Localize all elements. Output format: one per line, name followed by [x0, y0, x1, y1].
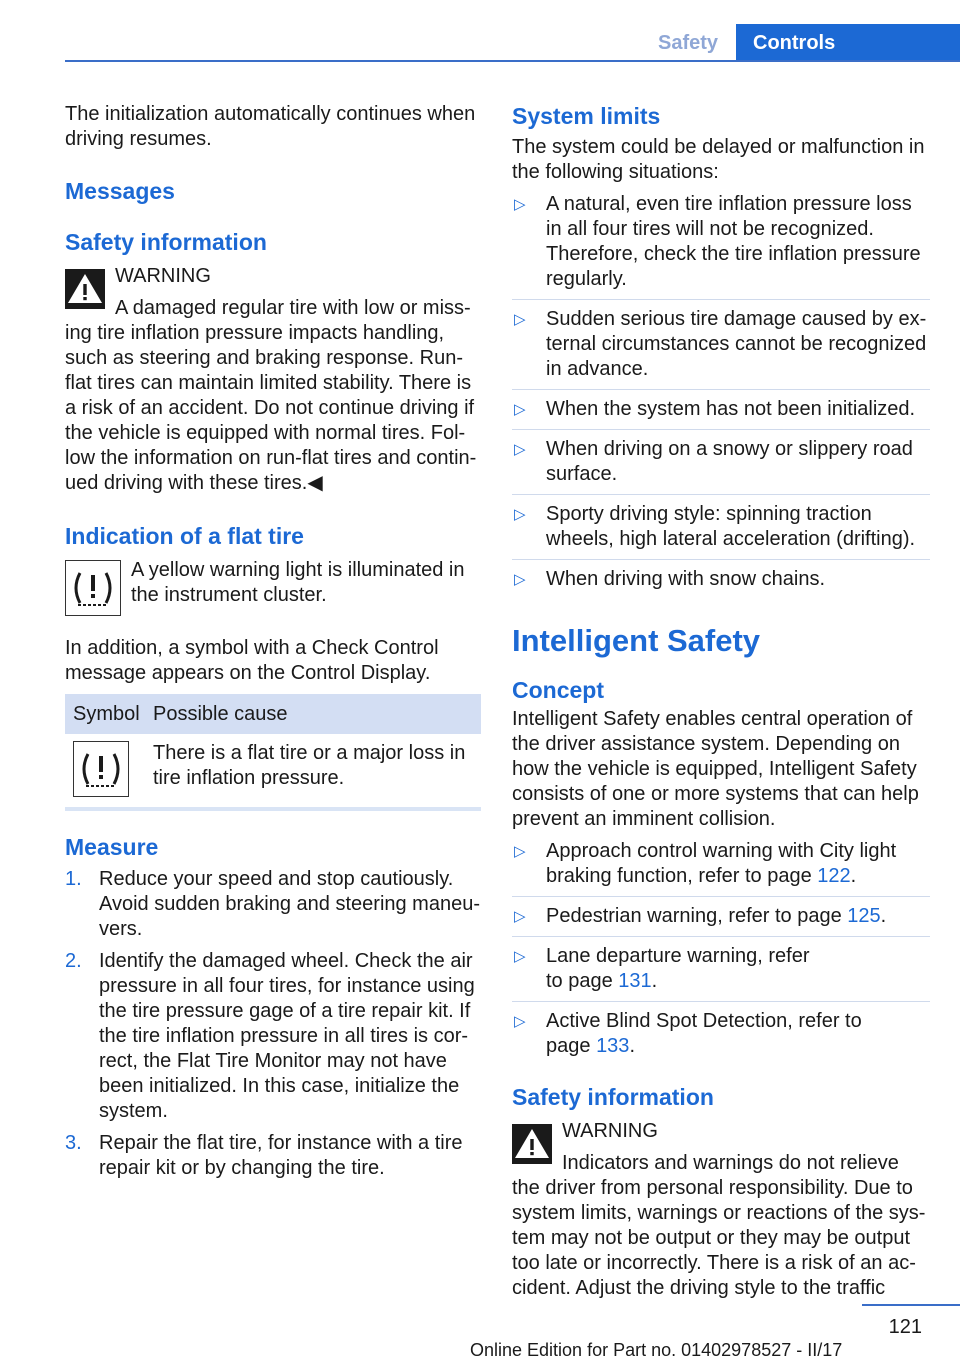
step-number: 3. [65, 1132, 82, 1154]
list-item-text: When driving on a snowy or slippery road surface. [546, 438, 913, 485]
warning-text-first: A damaged regular tire with low or miss‐ [115, 297, 471, 319]
page-link[interactable]: 131 [618, 970, 652, 992]
triangle-bullet-icon: ▷ [514, 843, 526, 860]
list-item-text: When driving with snow chains. [546, 568, 826, 590]
flat-tire-heading: Indication of a flat tire [65, 523, 304, 549]
systems-list [512, 839, 930, 1059]
page-link[interactable]: 122 [817, 865, 851, 887]
step-text: Reduce your speed and stop cautiously. Avoid sudden braking and steering maneu‐vers. [99, 868, 480, 940]
list-item [512, 192, 930, 292]
triangle-bullet-icon: ▷ [514, 311, 526, 328]
list-item [512, 896, 930, 929]
concept-heading: Concept [512, 677, 604, 703]
punctuation: . [850, 865, 857, 887]
triangle-bullet-icon: ▷ [514, 948, 526, 965]
right-column [512, 102, 930, 1301]
header-rule [65, 60, 960, 62]
table-header-cause: Possible cause [153, 702, 288, 725]
table-row [65, 734, 481, 807]
list-item-text: Sudden serious tire damage caused by ex‐ternal circumstances cannot be recognized in advance. [546, 308, 927, 380]
punctuation: . [651, 970, 658, 992]
page-link[interactable]: 125 [847, 905, 881, 927]
list-item-text: Approach control warning with City light braking function, refer to page [546, 840, 897, 887]
warning-text: the driver from personal responsibility. Due to system limits, warnings or reactions of the sys‐tem may not be output or they may be output too late or incorrectly. There is a risk of an ac‐cident. Adjust the driving style to the traffic [512, 1177, 926, 1299]
triangle-bullet-icon: ▷ [514, 441, 526, 458]
warning-block [65, 264, 481, 496]
flat-tire-indication [65, 558, 481, 616]
list-item [512, 429, 930, 487]
triangle-bullet-icon: ▷ [514, 506, 526, 523]
list-item [65, 1131, 481, 1181]
warning-block [512, 1119, 930, 1301]
table-cell-symbol [65, 741, 153, 797]
list-item-text: Sporty driving style: spinning traction wheels, high lateral acceleration (drifting). [546, 503, 916, 550]
safety-information-heading: Safety information [512, 1084, 714, 1110]
header-section-label: Safety [657, 31, 719, 54]
triangle-bullet-icon: ▷ [514, 401, 526, 418]
table-header-row [65, 694, 481, 734]
warning-triangle-icon [512, 1124, 552, 1164]
warning-label: WARNING [562, 1120, 658, 1142]
list-item-text: Lane departure warning, refer to page [546, 945, 810, 992]
triangle-bullet-icon: ▷ [514, 1013, 526, 1030]
tire-pressure-warning-icon [65, 560, 121, 616]
list-item [65, 949, 481, 1124]
table-cell-cause: There is a flat tire or a major loss in tire inflation pressure. [153, 742, 466, 789]
table-header-symbol: Symbol [73, 702, 140, 725]
list-item [512, 299, 930, 382]
step-text: Repair the flat tire, for instance with a tire repair kit or by changing the tire. [99, 1132, 463, 1179]
intro-paragraph: The initialization automatically continues when driving resumes. [65, 103, 476, 150]
measure-steps [65, 867, 481, 1181]
concept-paragraph: Intelligent Safety enables central operation of the driver assistance system. Depending on how the vehicle is equipped, Intelligent Safety consists of one or more systems that can help prevent an imminent collision. [512, 708, 919, 830]
system-limits-intro: The system could be delayed or malfunction in the following situations: [512, 136, 925, 183]
warning-text: ing tire inflation pressure impacts handling, such as steering and braking response. Run‐flat tires can maintain limited stability. There is a risk of an accident. Do not continue driving if the vehicle is equipped with normal tires. Fol‐low the information on run-flat tires and contin‐ued driving with these tires.◀ [65, 322, 477, 494]
left-column [65, 102, 481, 1181]
list-item-text: A natural, even tire inflation pressure loss in all four tires will not be recognized. Therefore, check the tire inflation pressure regularly. [546, 193, 921, 290]
punctuation: . [629, 1035, 635, 1057]
flat-tire-text: A yellow warning light is illuminated in the instrument cluster. [131, 559, 465, 606]
step-number: 1. [65, 868, 82, 890]
step-number: 2. [65, 950, 82, 972]
triangle-bullet-icon: ▷ [514, 908, 526, 925]
warning-triangle-icon [65, 269, 105, 309]
list-item-text: Pedestrian warning, refer to page [546, 905, 848, 927]
safety-information-heading: Safety information [65, 229, 267, 255]
edition-footer: Online Edition for Part no. 01402978527 - II/17 [470, 1340, 843, 1360]
step-text: Identify the damaged wheel. Check the air pressure in all four tires, for instance using the tire pressure gage of a tire repair kit. If the tire inflation pressure in all tires is cor‐rect, the Flat Tire Monitor may not have been initialized. In this case, initialize the system. [99, 950, 475, 1122]
additional-paragraph: In addition, a symbol with a Check Control message appears on the Control Display. [65, 637, 439, 684]
list-item [512, 1001, 930, 1059]
list-item [512, 559, 930, 592]
triangle-bullet-icon: ▷ [514, 571, 526, 588]
symbol-table [65, 694, 481, 811]
page-link[interactable]: 133 [596, 1035, 630, 1057]
list-item [512, 389, 930, 422]
warning-text-first: Indicators and warnings do not relieve [562, 1152, 899, 1174]
messages-heading: Messages [65, 178, 175, 204]
tire-pressure-warning-icon [73, 741, 129, 797]
footer-rule [862, 1304, 960, 1306]
list-item-text: When the system has not been initialized. [546, 398, 916, 420]
warning-label: WARNING [115, 265, 211, 287]
list-item [512, 839, 930, 889]
list-item-text: Active Blind Spot Detection, refer to page [546, 1010, 862, 1057]
triangle-bullet-icon: ▷ [514, 196, 526, 213]
punctuation: . [880, 905, 887, 927]
intelligent-safety-heading: Intelligent Safety [512, 623, 761, 658]
page-number: 121 [888, 1316, 922, 1338]
list-item [65, 867, 481, 942]
header-chapter-tab: Controls [736, 24, 960, 62]
list-item [512, 494, 930, 552]
system-limits-list [512, 192, 930, 592]
system-limits-heading: System limits [512, 103, 661, 129]
list-item [512, 936, 930, 994]
measure-heading: Measure [65, 834, 159, 860]
